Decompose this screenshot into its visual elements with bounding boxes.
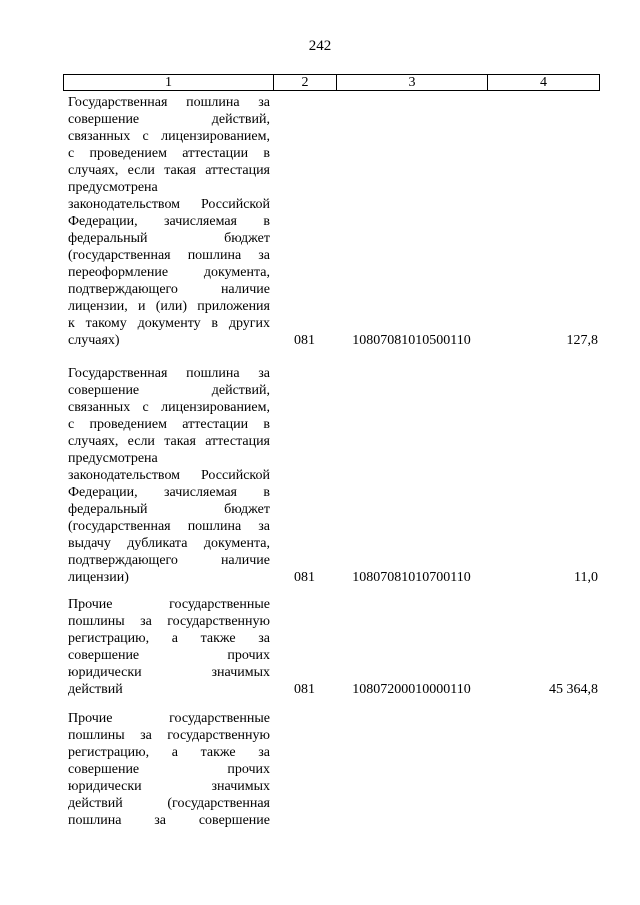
table-row xyxy=(63,94,600,349)
description-line: подтверждающего наличие xyxy=(68,282,270,297)
row-kbk: 10807081010700110 xyxy=(352,570,471,585)
description-line: Прочие государственные xyxy=(68,711,270,726)
description-line: (государственная пошлина за xyxy=(68,519,270,534)
row-code: 081 xyxy=(294,570,315,585)
description-line: совершение действий, xyxy=(68,383,270,398)
description-line: подтверждающего наличие xyxy=(68,553,270,568)
table-row xyxy=(63,365,600,586)
row-description xyxy=(68,365,270,586)
description-line: случаях, если такая аттестация xyxy=(68,434,270,449)
description-line: предусмотрена xyxy=(68,180,158,195)
description-line: переоформление документа, xyxy=(68,265,270,280)
description-line: (государственная пошлина за xyxy=(68,248,270,263)
row-amount: 11,0 xyxy=(574,570,598,585)
row-kbk: 10807200010000110 xyxy=(352,682,471,697)
header-col-1: 1 xyxy=(64,75,274,90)
description-line: Прочие государственные xyxy=(68,597,270,612)
description-line: действий (государственная xyxy=(68,796,270,811)
description-line: пошлина за совершение xyxy=(68,813,270,828)
row-description xyxy=(68,710,270,829)
description-line: Федерации, зачисляемая в xyxy=(68,214,270,229)
description-line: случаях) xyxy=(68,333,120,348)
description-line: лицензии) xyxy=(68,570,129,585)
header-col-2: 2 xyxy=(274,75,337,90)
header-col-4: 4 xyxy=(540,75,547,90)
description-line: юридически значимых xyxy=(68,779,270,794)
row-description xyxy=(68,94,270,349)
description-line: совершение прочих xyxy=(68,648,270,663)
description-line: пошлины за государственную xyxy=(68,728,270,743)
description-line: пошлины за государственную xyxy=(68,614,270,629)
description-line: федеральный бюджет xyxy=(68,231,270,246)
description-line: совершение действий, xyxy=(68,112,270,127)
description-line: совершение прочих xyxy=(68,762,270,777)
description-line: действий xyxy=(68,682,123,697)
description-line: лицензии, и (или) приложения xyxy=(68,299,270,314)
description-line: федеральный бюджет xyxy=(68,502,270,517)
row-code: 081 xyxy=(294,333,315,348)
description-line: связанных с лицензированием, xyxy=(68,129,270,144)
description-line: регистрацию, а также за xyxy=(68,631,270,646)
description-line: Федерации, зачисляемая в xyxy=(68,485,270,500)
description-line: законодательством Российской xyxy=(68,197,270,212)
description-line: Государственная пошлина за xyxy=(68,95,270,110)
description-line: законодательством Российской xyxy=(68,468,270,483)
table-row xyxy=(63,710,600,829)
description-line: с проведением аттестации в xyxy=(68,146,270,161)
description-line: связанных с лицензированием, xyxy=(68,400,270,415)
description-line: к такому документу в других xyxy=(68,316,270,331)
description-line: случаях, если такая аттестация xyxy=(68,163,270,178)
description-line: Государственная пошлина за xyxy=(68,366,270,381)
description-line: предусмотрена xyxy=(68,451,158,466)
table-header xyxy=(63,74,600,91)
page-number: 242 xyxy=(308,38,332,54)
row-amount: 45 364,8 xyxy=(549,682,598,697)
header-col-3: 3 xyxy=(337,75,488,90)
description-line: с проведением аттестации в xyxy=(68,417,270,432)
description-line: регистрацию, а также за xyxy=(68,745,270,760)
description-line: выдачу дубликата документа, xyxy=(68,536,270,551)
row-amount: 127,8 xyxy=(566,333,598,348)
row-kbk: 10807081010500110 xyxy=(352,333,471,348)
row-code: 081 xyxy=(294,682,315,697)
row-description xyxy=(68,596,270,698)
table-row xyxy=(63,596,600,698)
description-line: юридически значимых xyxy=(68,665,270,680)
